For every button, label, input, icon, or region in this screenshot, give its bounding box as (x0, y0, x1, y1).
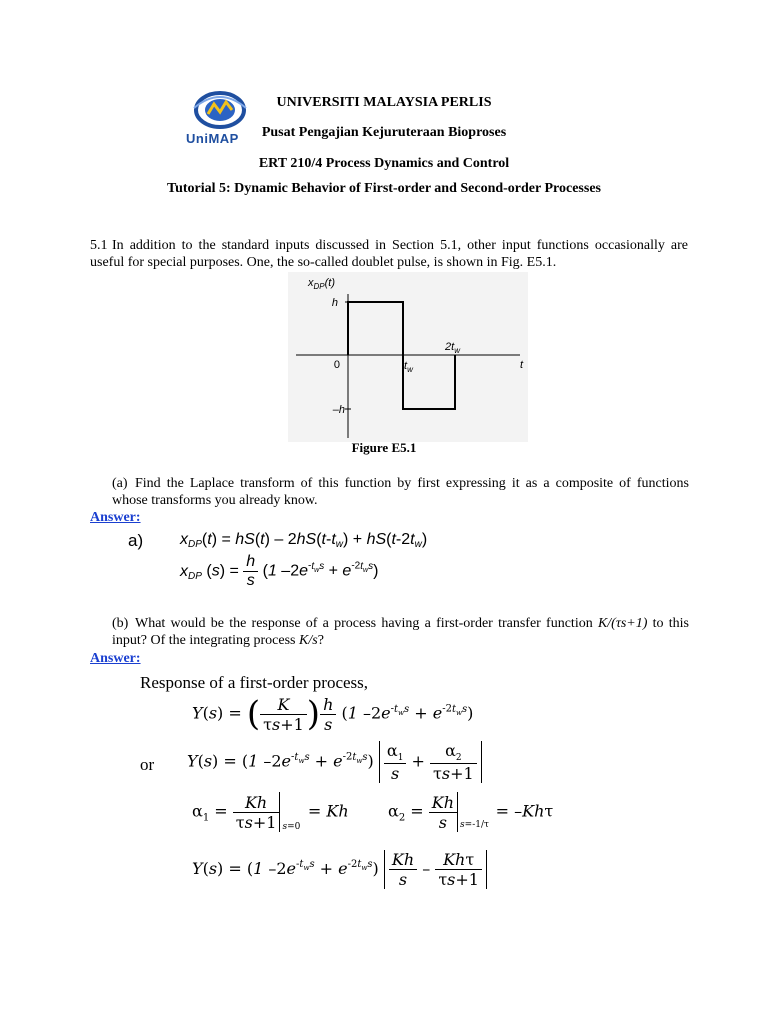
part-b-text-1: What would be the response of a process having a first-order transfer function (135, 616, 598, 631)
figure-caption: Figure E5.1 (351, 440, 417, 455)
response-eq1: Y(s) = ( $\frac{K}{\tau s+1}$ ) $\frac{h}{s}$ (1 $-2e^{-t_ws} + e^{-2t_ws}$) (192, 694, 474, 734)
part-b-integrating-fn: K/s (299, 633, 318, 648)
tick-zero: 0 (333, 359, 340, 371)
alpha1-eq: $\alpha_1$ = $\frac{Kh}{\tau s+1}$ s=0 = Kh (192, 792, 349, 832)
part-a-answer-label: Answer: (90, 510, 141, 525)
part-b-question (112, 615, 689, 649)
part-a-text: Find the Laplace transform of this function by first expressing it as a composite of functions whose transforms you already know. (112, 476, 689, 508)
part-b-answer-label: Answer: (90, 651, 141, 666)
school-name: Pusat Pengajian Kejuruteraan Bioproses (261, 125, 507, 140)
part-b-text-2: to this input? Of the integrating process (112, 616, 689, 648)
course-title: ERT 210/4 Process Dynamics and Control (258, 156, 510, 171)
question-number: 5.1 (90, 238, 108, 253)
response-eq3: Y(s) = (1 $-2e^{-t_ws} + e^{-2t_ws}$) $\frac{Kh}{s}$ – $\frac{\text{Khτ}}{\tau s+1}$ (192, 850, 487, 889)
part-b-transfer-fn: K/(τs+1) (597, 616, 648, 631)
part-b-text-3: ? (317, 633, 324, 648)
figure-ylabel: $x_{DP}(t)$ (308, 277, 336, 291)
tutorial-title: Tutorial 5: Dynamic Behavior of First-order and Second-order Processes (167, 181, 601, 196)
alpha2-eq: $\alpha_2$ = $\frac{Kh}{s}$ s=-1/τ = –Khτ (388, 792, 554, 832)
tick-tw: $t_w$ (404, 360, 413, 374)
or-label: or (140, 755, 155, 774)
part-a-eq1: $x_{DP}(t) = hS(t) - 2hS(t-t_w) + hS(t-2t_w)$ (180, 531, 428, 550)
tick-h: h (331, 297, 338, 309)
tick-neg-h: –h (332, 404, 345, 416)
response-eq2: Y(s) = (1 $-2e^{-t_ws} + e^{-2t_ws}$) $\frac{\alpha_1}{s}$ + $\frac{\alpha_2}{\tau s+1}$ (187, 741, 482, 783)
response-title: Response of a first-order process, (140, 673, 369, 692)
question-5-1 (90, 237, 688, 271)
part-a-eq2: $x_{DP}$ (s) = $\frac{h}{s}$ (1 $-2e^{-t_ws} + e^{-2t_ws}$) (180, 553, 379, 589)
logo-text: UniMAP (186, 131, 239, 146)
doublet-pulse-figure (288, 272, 528, 442)
university-name: UNIVERSITI MALAYSIA PERLIS (276, 95, 492, 110)
part-a-question (112, 475, 689, 509)
figure-xlabel: t (520, 359, 524, 371)
tick-2tw: $2t_w$ (445, 341, 460, 355)
question-text: In addition to the standard inputs discussed in Section 5.1, other input functions occasionally are useful for special purposes. One, the so-called doublet pulse, is shown in Fig. E5.1. (90, 238, 688, 270)
part-a-eq-label: a) (128, 531, 144, 550)
part-b-label: (b) (112, 616, 129, 631)
part-a-label: (a) (112, 476, 128, 491)
